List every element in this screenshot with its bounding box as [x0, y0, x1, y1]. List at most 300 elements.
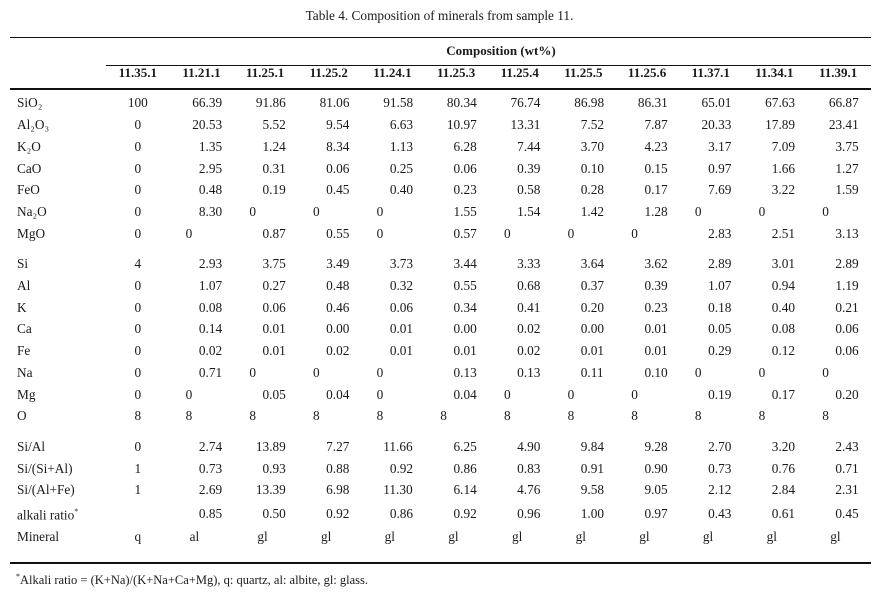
cell-value: 2.69 — [198, 482, 223, 498]
cell-value: 7.44 — [517, 138, 541, 154]
table-cell — [297, 436, 361, 458]
cell-value: 7.27 — [326, 438, 350, 454]
row-label-text: Mg — [17, 386, 36, 402]
table-cell — [170, 405, 234, 427]
cell-value: 0.50 — [262, 505, 286, 521]
table-cell — [233, 318, 297, 340]
table-cell — [233, 501, 297, 526]
cell-value: 0.86 — [453, 460, 477, 476]
table-cell — [679, 501, 743, 526]
cell-value: 8 — [312, 408, 320, 424]
table-cell — [615, 362, 679, 384]
table-cell — [806, 297, 870, 319]
cell-value: 3.73 — [389, 256, 414, 272]
table-cell — [488, 436, 552, 458]
row-label-text: Si — [17, 256, 29, 272]
cell-value: 0.19 — [262, 182, 286, 198]
table-cell: gl — [702, 529, 714, 545]
row-label-text: MgO — [17, 225, 46, 241]
cell-value: 0.37 — [580, 278, 605, 294]
cell-value: 0 — [567, 225, 575, 241]
column-header: 11.25.3 — [436, 64, 476, 80]
table-cell — [233, 384, 297, 406]
table-cell — [488, 114, 552, 136]
table-cell — [743, 114, 807, 136]
table-row — [10, 318, 870, 340]
row-label — [10, 384, 106, 406]
cell-value: 0.76 — [771, 460, 796, 476]
cell-value: 4.23 — [644, 138, 668, 154]
table-cell — [233, 405, 297, 427]
table-cell — [488, 458, 552, 480]
table-cell: 0 — [134, 138, 142, 154]
table-cell — [743, 405, 807, 427]
cell-value: 0.12 — [771, 343, 796, 359]
cell-value: 7.52 — [580, 117, 605, 133]
cell-value: 0.92 — [389, 460, 414, 476]
cell-value: 0.06 — [326, 160, 350, 176]
table-cell: 0 — [134, 278, 142, 294]
cell-value: 0.34 — [453, 299, 477, 315]
cell-value: 0.83 — [517, 460, 541, 476]
table-row — [10, 92, 870, 114]
cell-value: 1.27 — [835, 160, 859, 176]
table-cell — [361, 501, 425, 526]
table-cell — [615, 458, 679, 480]
table-cell — [806, 458, 870, 480]
table-cell — [615, 501, 679, 526]
cell-value: 0.00 — [453, 321, 477, 337]
table-cell — [488, 223, 552, 245]
cell-value: 17.89 — [765, 117, 796, 133]
group-spacer — [10, 427, 870, 436]
table-cell — [424, 501, 488, 526]
cell-value: 0.19 — [708, 386, 732, 402]
cell-value: 0.06 — [389, 299, 414, 315]
table-cell — [806, 158, 870, 180]
table-cell: al — [189, 529, 200, 545]
table-cell — [679, 136, 743, 158]
table-cell — [679, 158, 743, 180]
table-cell — [806, 405, 870, 427]
cell-value: 0.71 — [198, 364, 223, 380]
cell-value: 0.58 — [517, 182, 541, 198]
table-cell — [361, 92, 425, 114]
cell-value: 3.64 — [580, 256, 605, 272]
cell-value: 0.31 — [262, 160, 286, 176]
cell-value: 0.73 — [708, 460, 732, 476]
cell-value: 13.31 — [510, 117, 541, 133]
row-label-text: Na₂O — [17, 203, 47, 219]
cell-value: 0.92 — [453, 505, 477, 521]
table-cell — [679, 405, 743, 427]
cell-value: 66.87 — [828, 95, 859, 111]
top-rule — [10, 37, 871, 38]
table-cell — [424, 318, 488, 340]
cell-value: 0.11 — [580, 364, 604, 380]
cell-value: 0.45 — [835, 505, 859, 521]
table-cell: 0 — [134, 438, 142, 454]
table-cell — [552, 114, 616, 136]
table-cell — [552, 318, 616, 340]
group-spacer — [10, 83, 870, 92]
table-cell — [361, 223, 425, 245]
table-cell — [615, 340, 679, 362]
cell-value: 0.71 — [835, 460, 859, 476]
cell-value: 66.39 — [192, 95, 223, 111]
table-cell — [806, 114, 870, 136]
cell-value: 0 — [503, 225, 511, 241]
row-label-text: K₂O — [17, 138, 41, 154]
cell-value: 0.04 — [453, 386, 477, 402]
table-cell — [361, 458, 425, 480]
table-cell — [424, 405, 488, 427]
table-row — [10, 458, 870, 480]
cell-value: 3.33 — [517, 256, 541, 272]
cell-value: 0.10 — [644, 364, 668, 380]
table-cell — [806, 479, 870, 501]
cell-value: 0.48 — [326, 278, 350, 294]
table-cell — [488, 158, 552, 180]
row-label-text: Al — [17, 278, 31, 294]
table-cell — [615, 179, 679, 201]
cell-value: 0 — [185, 386, 193, 402]
table-cell — [170, 501, 234, 526]
table-cell: 4 — [134, 256, 142, 272]
cell-value: 2.89 — [835, 256, 859, 272]
table-title: Table 4. Composition of minerals from sample 11. — [305, 8, 574, 23]
row-label-text: Fe — [17, 343, 31, 359]
cell-value: 6.98 — [326, 482, 350, 498]
cell-value: 0.97 — [708, 160, 732, 176]
table-cell — [806, 275, 870, 297]
cell-value: 0.61 — [771, 505, 796, 521]
table-cell — [743, 92, 807, 114]
table-cell — [170, 275, 234, 297]
column-header: 11.37.1 — [691, 64, 730, 80]
cell-value: 76.74 — [510, 95, 541, 111]
cell-value: 65.01 — [701, 95, 732, 111]
table-row — [10, 436, 870, 458]
cell-value: 0 — [631, 225, 638, 241]
table-cell — [743, 501, 807, 526]
table-cell — [233, 136, 297, 158]
table-cell — [743, 136, 807, 158]
table-cell — [552, 436, 616, 458]
table-cell — [806, 501, 870, 526]
cell-value: 0.08 — [771, 321, 796, 337]
table-cell — [488, 136, 552, 158]
cell-value: 3.20 — [771, 438, 796, 454]
cell-value: 0 — [822, 364, 829, 380]
table-cell — [361, 479, 425, 501]
table-cell — [552, 136, 616, 158]
table-cell — [170, 223, 234, 245]
cell-value: 0.27 — [262, 278, 286, 294]
cell-value: 9.05 — [644, 482, 668, 498]
cell-value: 4.90 — [517, 438, 541, 454]
table-cell — [361, 318, 425, 340]
table-cell — [233, 436, 297, 458]
cell-value: 1.28 — [644, 203, 668, 219]
table-cell: gl — [830, 529, 841, 545]
table-cell — [233, 201, 297, 223]
table-row — [10, 340, 870, 362]
cell-value: 0.06 — [453, 160, 477, 176]
cell-value: 0 — [694, 203, 702, 219]
row-label — [10, 253, 106, 275]
table-cell — [615, 136, 679, 158]
table-cell — [233, 362, 297, 384]
cell-value: 1.59 — [835, 182, 859, 198]
cell-value: 0.06 — [835, 321, 859, 337]
cell-value: 0.96 — [517, 505, 541, 521]
table-cell — [679, 479, 743, 501]
table-cell — [552, 253, 616, 275]
table-cell — [170, 479, 234, 501]
cell-value: 0 — [249, 364, 256, 380]
cell-value: 1.07 — [198, 278, 223, 294]
table-cell — [170, 179, 234, 201]
column-header: 11.35.1 — [118, 64, 157, 80]
table-cell — [552, 158, 616, 180]
cell-value: 20.53 — [192, 117, 223, 133]
cell-value: 0.00 — [326, 321, 350, 337]
row-label — [10, 458, 106, 480]
table-cell — [615, 201, 679, 223]
cell-value: 3.75 — [262, 256, 286, 272]
column-header: 11.24.1 — [373, 64, 412, 80]
cell-value: 0.14 — [198, 321, 223, 337]
table-cell — [297, 458, 361, 480]
table-cell — [424, 362, 488, 384]
cell-value: 0.40 — [389, 182, 414, 198]
table-cell — [361, 114, 425, 136]
table-cell — [297, 479, 361, 501]
table-cell — [552, 479, 616, 501]
table-cell — [170, 114, 234, 136]
table-cell — [424, 458, 488, 480]
cell-value: 11.66 — [383, 438, 413, 454]
cell-value: 0.20 — [835, 386, 859, 402]
table-cell — [424, 114, 488, 136]
row-label-text: SiO₂ — [17, 95, 43, 111]
cell-value: 0.94 — [771, 278, 796, 294]
table-cell — [679, 318, 743, 340]
column-header: 11.25.4 — [500, 64, 539, 80]
table-cell — [361, 340, 425, 362]
cell-value: 0.05 — [262, 386, 286, 402]
cell-value: 2.83 — [708, 225, 732, 241]
table-cell — [488, 362, 552, 384]
table-cell — [679, 362, 743, 384]
group-header: Composition (wt%) — [446, 43, 556, 58]
cell-value: 7.69 — [708, 182, 732, 198]
cell-value: 7.87 — [644, 117, 668, 133]
table-cell — [424, 297, 488, 319]
table-cell — [233, 158, 297, 180]
table-cell — [424, 436, 488, 458]
cell-value: 20.33 — [701, 117, 732, 133]
cell-value: 0.92 — [326, 505, 350, 521]
table-cell — [615, 405, 679, 427]
cell-value: 0 — [758, 364, 766, 380]
cell-value: 8.34 — [326, 138, 350, 154]
cell-value: 0.39 — [644, 278, 668, 294]
cell-value: 0.05 — [708, 321, 732, 337]
cell-value: 11.30 — [383, 482, 413, 498]
table-cell — [743, 158, 807, 180]
cell-value: 0.01 — [389, 343, 414, 359]
table-cell — [679, 201, 743, 223]
cell-value: 0 — [758, 203, 766, 219]
table-cell: gl — [384, 529, 395, 545]
table-cell — [743, 479, 807, 501]
table-cell — [679, 223, 743, 245]
table-cell — [297, 340, 361, 362]
table-cell — [615, 92, 679, 114]
cell-value: 9.28 — [644, 438, 668, 454]
cell-value: 8 — [249, 408, 256, 424]
cell-value: 2.31 — [835, 482, 859, 498]
table-cell — [361, 136, 425, 158]
table-cell — [170, 92, 234, 114]
table-cell — [297, 297, 361, 319]
table-cell — [615, 318, 679, 340]
table-row — [10, 362, 870, 384]
row-label — [10, 223, 106, 245]
row-label — [10, 318, 106, 340]
table-cell — [679, 114, 743, 136]
table-cell — [361, 297, 425, 319]
table-cell — [679, 253, 743, 275]
table-cell — [743, 458, 807, 480]
table-cell — [424, 384, 488, 406]
table-row — [10, 297, 870, 319]
table-cell: gl — [257, 529, 268, 545]
table-cell — [679, 92, 743, 114]
cell-value: 0.93 — [262, 460, 286, 476]
cell-value: 0.01 — [262, 321, 286, 337]
table-cell — [297, 201, 361, 223]
table-cell — [552, 179, 616, 201]
table-cell — [297, 223, 361, 245]
cell-value: 0 — [376, 203, 384, 219]
table-cell — [297, 318, 361, 340]
table-cell — [615, 253, 679, 275]
table-cell — [552, 223, 616, 245]
cell-value: 0 — [312, 364, 320, 380]
cell-value: 2.93 — [198, 256, 223, 272]
row-label — [10, 114, 106, 136]
row-label-text: K — [17, 299, 27, 315]
table-cell: gl — [766, 529, 777, 545]
row-label — [10, 436, 106, 458]
cell-value: 0.18 — [708, 299, 732, 315]
table-cell — [233, 479, 297, 501]
cell-value: 0.43 — [708, 505, 732, 521]
table-cell — [424, 201, 488, 223]
table-row — [10, 201, 870, 223]
table-cell — [170, 340, 234, 362]
cell-value: 3.62 — [644, 256, 668, 272]
table-cell — [170, 136, 234, 158]
table-cell — [297, 179, 361, 201]
table-cell: 0 — [134, 117, 142, 133]
cell-value: 8 — [503, 408, 511, 424]
cell-value: 0.01 — [262, 343, 286, 359]
table-cell: 0 — [134, 321, 142, 337]
cell-value: 3.17 — [708, 138, 732, 154]
cell-value: 2.43 — [835, 438, 859, 454]
table-cell — [806, 340, 870, 362]
cell-value: 0.85 — [198, 505, 223, 521]
cell-value: 0.01 — [644, 321, 668, 337]
row-label-text: Mineral — [17, 529, 60, 545]
table-cell — [233, 253, 297, 275]
table-cell — [743, 223, 807, 245]
table-cell — [806, 92, 870, 114]
table-cell — [424, 479, 488, 501]
table-cell — [488, 179, 552, 201]
cell-value: 1.35 — [198, 138, 223, 154]
cell-value: 0.15 — [644, 160, 668, 176]
table-cell — [488, 479, 552, 501]
column-header: 11.25.6 — [627, 64, 667, 80]
table-cell — [615, 114, 679, 136]
table-row — [10, 384, 870, 406]
cell-value: 0 — [503, 386, 511, 402]
table-cell — [743, 201, 807, 223]
cell-value: 3.44 — [453, 256, 477, 272]
cell-value: 0 — [567, 386, 575, 402]
cell-value: 6.25 — [453, 438, 477, 454]
table-cell — [615, 479, 679, 501]
cell-value: 0.04 — [326, 386, 350, 402]
cell-value: 0.01 — [644, 343, 668, 359]
cell-value: 0.10 — [580, 160, 605, 176]
table-row — [10, 479, 870, 501]
table-cell — [552, 201, 616, 223]
table-cell — [170, 458, 234, 480]
cell-value: 3.75 — [835, 138, 859, 154]
cell-value: 1.55 — [453, 203, 477, 219]
cell-value: 0.01 — [453, 343, 477, 359]
table-cell — [488, 318, 552, 340]
table-cell — [297, 384, 361, 406]
footnote-text: Alkali ratio = (K+Na)/(K+Na+Ca+Mg), q: quartz, al: albite, gl: glass. — [20, 573, 369, 588]
table-cell — [233, 223, 297, 245]
table-cell — [106, 501, 170, 526]
table-cell — [297, 114, 361, 136]
column-header: 11.25.2 — [309, 64, 348, 80]
cell-value: 2.70 — [708, 438, 732, 454]
cell-value: 0 — [376, 386, 384, 402]
table-cell — [233, 114, 297, 136]
table-cell — [552, 405, 616, 427]
cell-value: 10.97 — [446, 117, 477, 133]
table-cell: 0 — [134, 225, 142, 241]
cell-value: 0.01 — [580, 343, 605, 359]
table-cell — [488, 405, 552, 427]
row-label-text: Na — [17, 364, 33, 380]
table-cell — [679, 436, 743, 458]
table-cell — [424, 158, 488, 180]
table-cell — [488, 384, 552, 406]
cell-value: 2.51 — [771, 225, 796, 241]
column-header: 11.39.1 — [818, 64, 858, 80]
cell-value: 0.28 — [580, 182, 605, 198]
